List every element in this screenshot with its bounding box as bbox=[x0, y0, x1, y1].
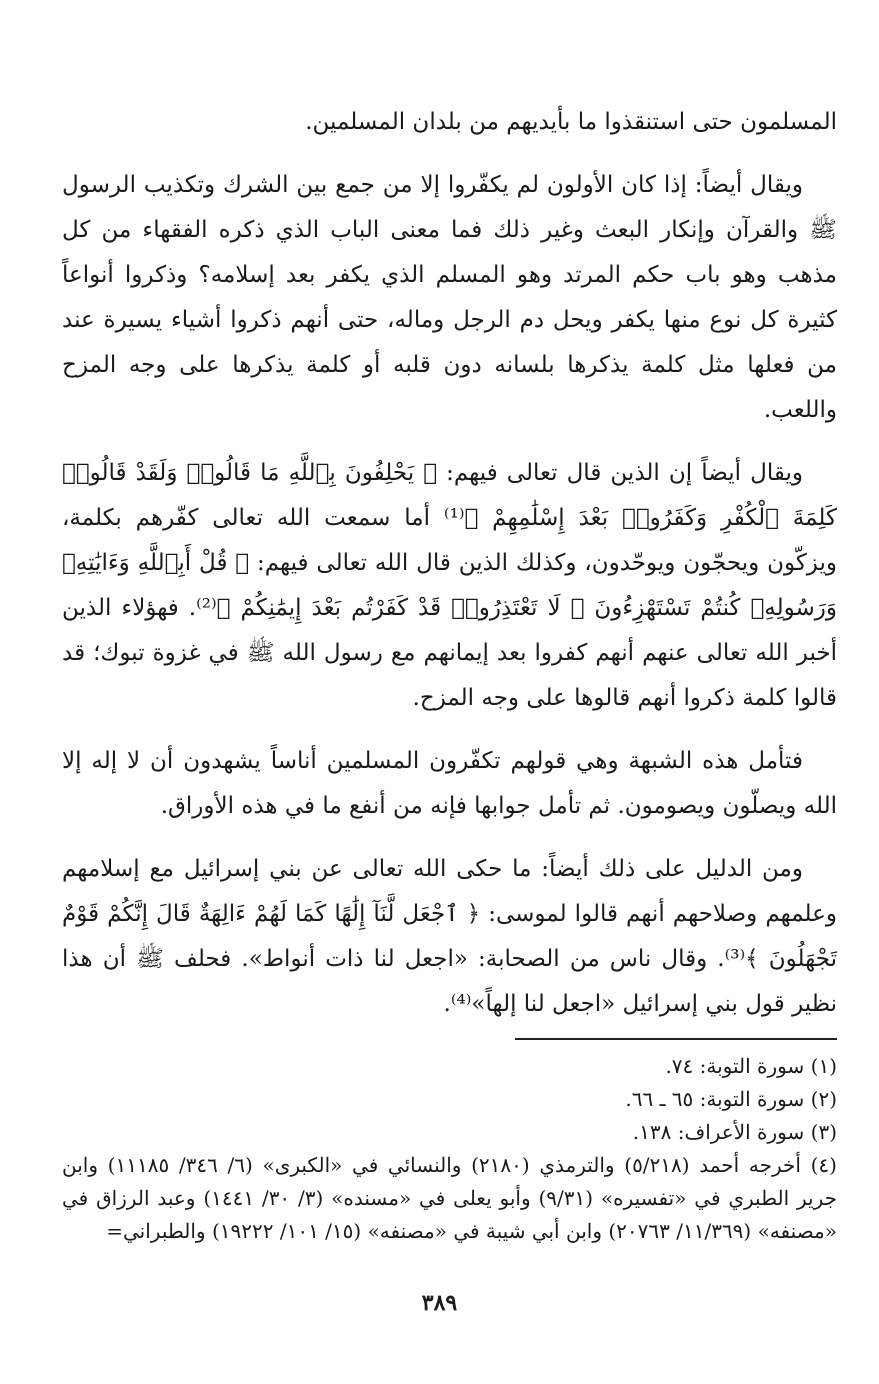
footnote-4: (٤) أخرجه أحمد (٥/٢١٨) والترمذي (٢١٨٠) والنسائي في «الكبرى» (٦/ ٣٤٦/ ١١١٨٥) وابن جرير الطبري في «تفسيره» (٩/٣١) وأبو يعلى في «مسنده» (٣/ ٣٠/ ١٤٤١) وعبد الرزاق في «مصنفه» (١١/٣٦٩/ ٢٠٧٦٣) وابن أبي شيبة في «مصنفه» (١٥/ ١٠١/ ١٩٢٢٢) والطبراني= bbox=[62, 1153, 837, 1243]
paragraph-continuation: المسلمون حتى استنقذوا ما بأيديهم من بلدان المسلمين. bbox=[305, 109, 837, 135]
footnote-3: (٣) سورة الأعراف: ١٣٨. bbox=[632, 1120, 837, 1144]
paragraph-bani-israil: ومن الدليل على ذلك أيضاً: ما حكى الله تعالى عن بني إسرائيل مع إسلامهم وعلمهم وصلاحهم أنهم قالوا لموسى: ﴿ ٱجْعَل لَّنَآ إِلَٰهًا كَمَا لَهُمْ ءَالِهَةٌ قَالَ إِنَّكُمْ قَوْمٌ تَجْهَلُونَ ﴾⁽³⁾. وقال ناس من الصحابة: «اجعل لنا ذات أنواط». فحلف ﷺ أن هذا نظير قول بني إسرائيل «اجعل لنا إلهاً»⁽⁴⁾. bbox=[62, 856, 837, 1017]
paragraph-apostasy-chapter: ويقال أيضاً: إذا كان الأولون لم يكفّروا إلا من جمع بين الشرك وتكذيب الرسول ﷺ والقرآن وإنكار البعث وغير ذلك فما معنى الباب الذي ذكره الفقهاء من كل مذهب وهو باب حكم المرتد وهو المسلم الذي يكفر بعد إسلامه؟ وذكروا أنواعاً كثيرة كل نوع منها يكفر ويحل دم الرجل وماله، حتى أنهم ذكروا أشياء يسيرة عند من فعلها مثل كلمة يذكرها بلسانه دون قلبه أو كلمة يذكرها على وجه المزح واللعب. bbox=[62, 172, 837, 423]
footnotes bbox=[62, 1050, 837, 1248]
footnote-separator bbox=[515, 1038, 837, 1040]
footnote-1: (١) سورة التوبة: ٧٤. bbox=[665, 1054, 837, 1078]
page-number: ٣٨٩ bbox=[421, 1290, 458, 1316]
paragraph-tabuk-verses: ويقال أيضاً إن الذين قال تعالى فيهم: ﴿ يَحْلِفُونَ بِٱللَّهِ مَا قَالُوا۟ وَلَقَدْ قَالُوا۟ كَلِمَةَ ٱلْكُفْرِ وَكَفَرُوا۟ بَعْدَ إِسْلَٰمِهِمْ ﴾⁽¹⁾ أما سمعت الله تعالى كفّرهم بكلمة، ويزكّون ويحجّون ويوحّدون، وكذلك الذين قال الله تعالى فيهم: ﴿ قُلْ أَبِٱللَّهِ وَءَايَٰتِهِۦ وَرَسُولِهِۦ كُنتُمْ تَسْتَهْزِءُونَ ۞ لَا تَعْتَذِرُوا۟ قَدْ كَفَرْتُم بَعْدَ إِيمَٰنِكُمْ ﴾⁽²⁾. فهؤلاء الذين أخبر الله تعالى عنهم أنهم كفروا بعد إيمانهم مع رسول الله ﷺ في غزوة تبوك؛ قد قالوا كلمة ذكروا أنهم قالوها على وجه المزح. bbox=[62, 460, 838, 711]
footnote-2: (٢) سورة التوبة: ٦٥ ـ ٦٦. bbox=[625, 1087, 837, 1111]
paragraph-reflect-doubt: فتأمل هذه الشبهة وهي قولهم تكفّرون المسلمين أناساً يشهدون أن لا إله إلا الله ويصلّون ويصومون. ثم تأمل جوابها فإنه من أنفع ما في هذه الأوراق. bbox=[62, 748, 837, 819]
page-body bbox=[62, 100, 837, 1039]
